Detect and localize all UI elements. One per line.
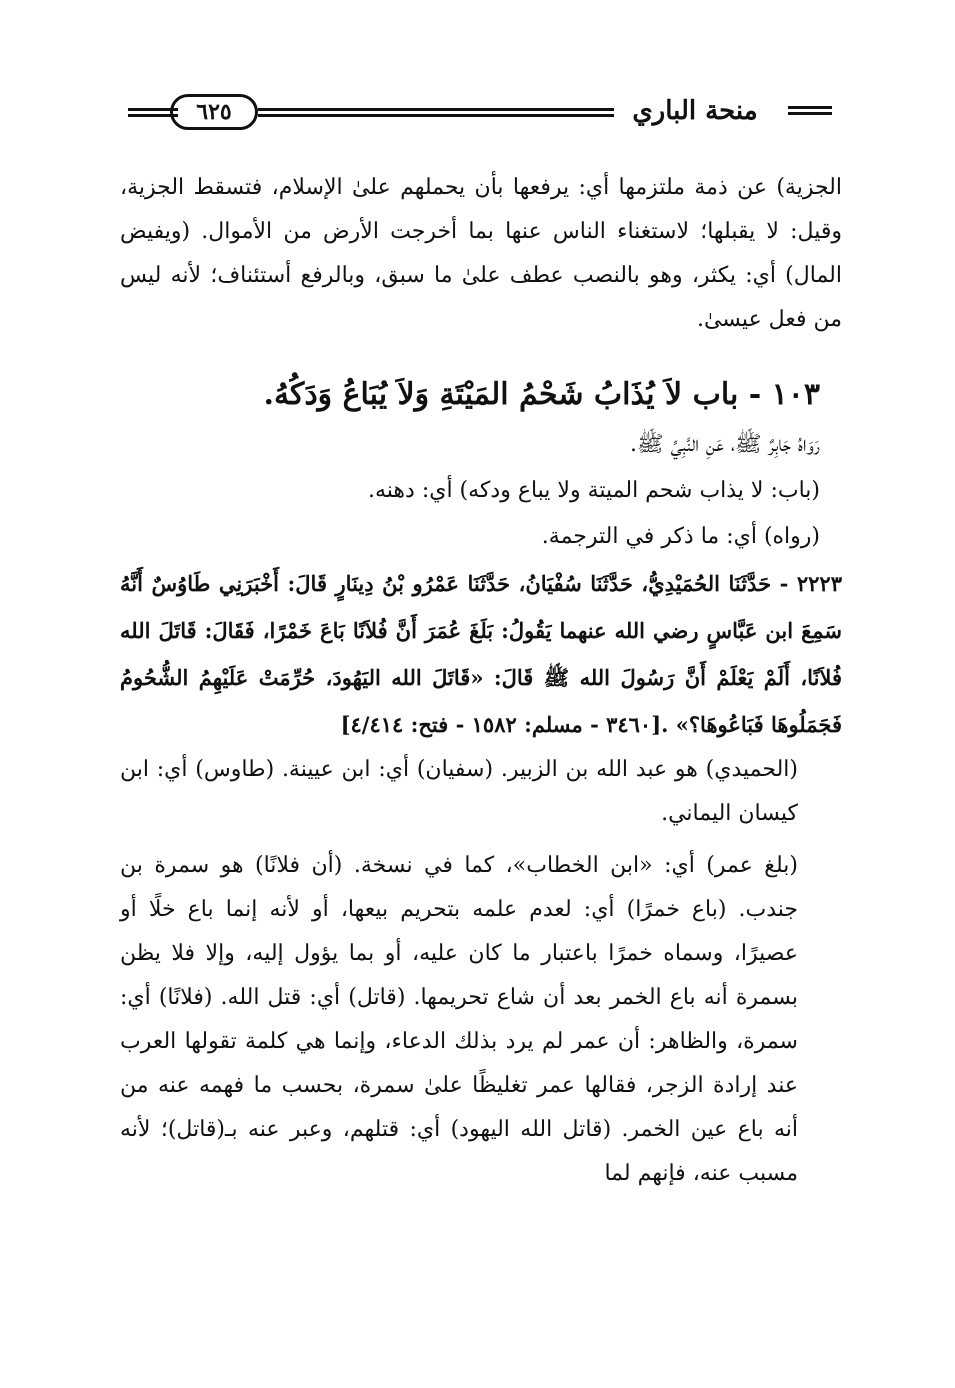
chapter-heading: ١٠٣ - باب لاَ يُذَابُ شَحْمُ المَيْتَةِ وَلاَ يُبَاعُ وَدَكُهُ. [263,377,820,412]
hadith-text: ٢٢٢٣ - حَدَّثَنَا الحُمَيْدِيُّ، حَدَّثَنَا سُفْيَانُ، حَدَّثَنَا عَمْرُو بْنُ دِينَارٍ قَالَ: أَخْبَرَنِي طَاوُسٌ أَنَّهُ سَمِعَ ابن عَبَّاسٍ رضي الله عنهما يَقُولُ: بَلَغَ عُمَرَ أَنَّ فُلاَنًا بَاعَ خَمْرًا، فَقَالَ: قَاتَلَ الله فُلاَنًا، أَلَمْ يَعْلَمْ أَنَّ رَسُولَ الله ﷺ قَالَ: «قَاتَلَ الله اليَهُودَ، حُرِّمَتْ عَلَيْهِمُ الشُّحُومُ فَجَمَلُوهَا فَبَاعُوهَا؟» .[٣٤٦٠ - مسلم: ١٥٨٢ - فتح: ٤/٤١٤] [120,571,842,737]
page-number: ٦٢٥ [196,99,232,125]
page-body [120,166,842,1196]
header-rule-middle [258,108,614,120]
book-title: منحة الباري [632,96,758,126]
paragraph-commentary-1: الجزية) عن ذمة ملتزمها أي: يرفعها بأن يحملهم علىٰ الإسلام، فتسقط الجزية، وقيل: لا يقبلها؛ لاستغناء الناس عنها بما أخرجت الأرض من الأموال. (ويفيض المال) أي: يكثر، وهو بالنصب عطف علىٰ ما سبق، وبالرفع أستئناف؛ لأنه ليس من فعل عيسىٰ. [120,175,842,332]
narration-line: رَوَاهُ جَابِرٌ ﷺ، عَنِ النَّبِيِّ ﷺ. [630,432,820,457]
page-number-badge [170,94,258,130]
page-header [0,92,955,142]
header-rule-right [788,106,832,118]
paragraph-commentary-2: (الحميدي) هو عبد الله بن الزبير. (سفيان) أي: ابن عيينة. (طاوس) أي: ابن كيسان اليماني. [120,757,798,826]
explanation-narration: (رواه) أي: ما ذكر في الترجمة. [541,524,820,549]
explanation-chapter: (باب: لا يذاب شحم الميتة ولا يباع ودكه) أي: دهنه. [368,478,820,503]
paragraph-commentary-3: (بلغ عمر) أي: «ابن الخطاب»، كما في نسخة. (أن فلانًا) هو سمرة بن جندب. (باع خمرًا) أي: لعدم علمه بتحريم بيعها، أو لأنه إنما باع خلًا أو عصيرًا، وسماه خمرًا باعتبار ما كان عليه، أو بما يؤول إليه، وإلا فلا يظن بسمرة أنه باع الخمر بعد أن شاع تحريمها. (قاتل) أي: قتل الله. (فلانًا) أي: سمرة، والظاهر: أن عمر لم يرد بذلك الدعاء، وإنما هي كلمة تقولها العرب عند إرادة الزجر، فقالها عمر تغليظًا علىٰ سمرة، بحسب ما فهمه عنه من أنه باع عين الخمر. (قاتل الله اليهود) أي: قتلهم، وعبر عنه بـ(قاتل)؛ لأنه مسبب عنه، فإنهم لما [120,853,798,1186]
